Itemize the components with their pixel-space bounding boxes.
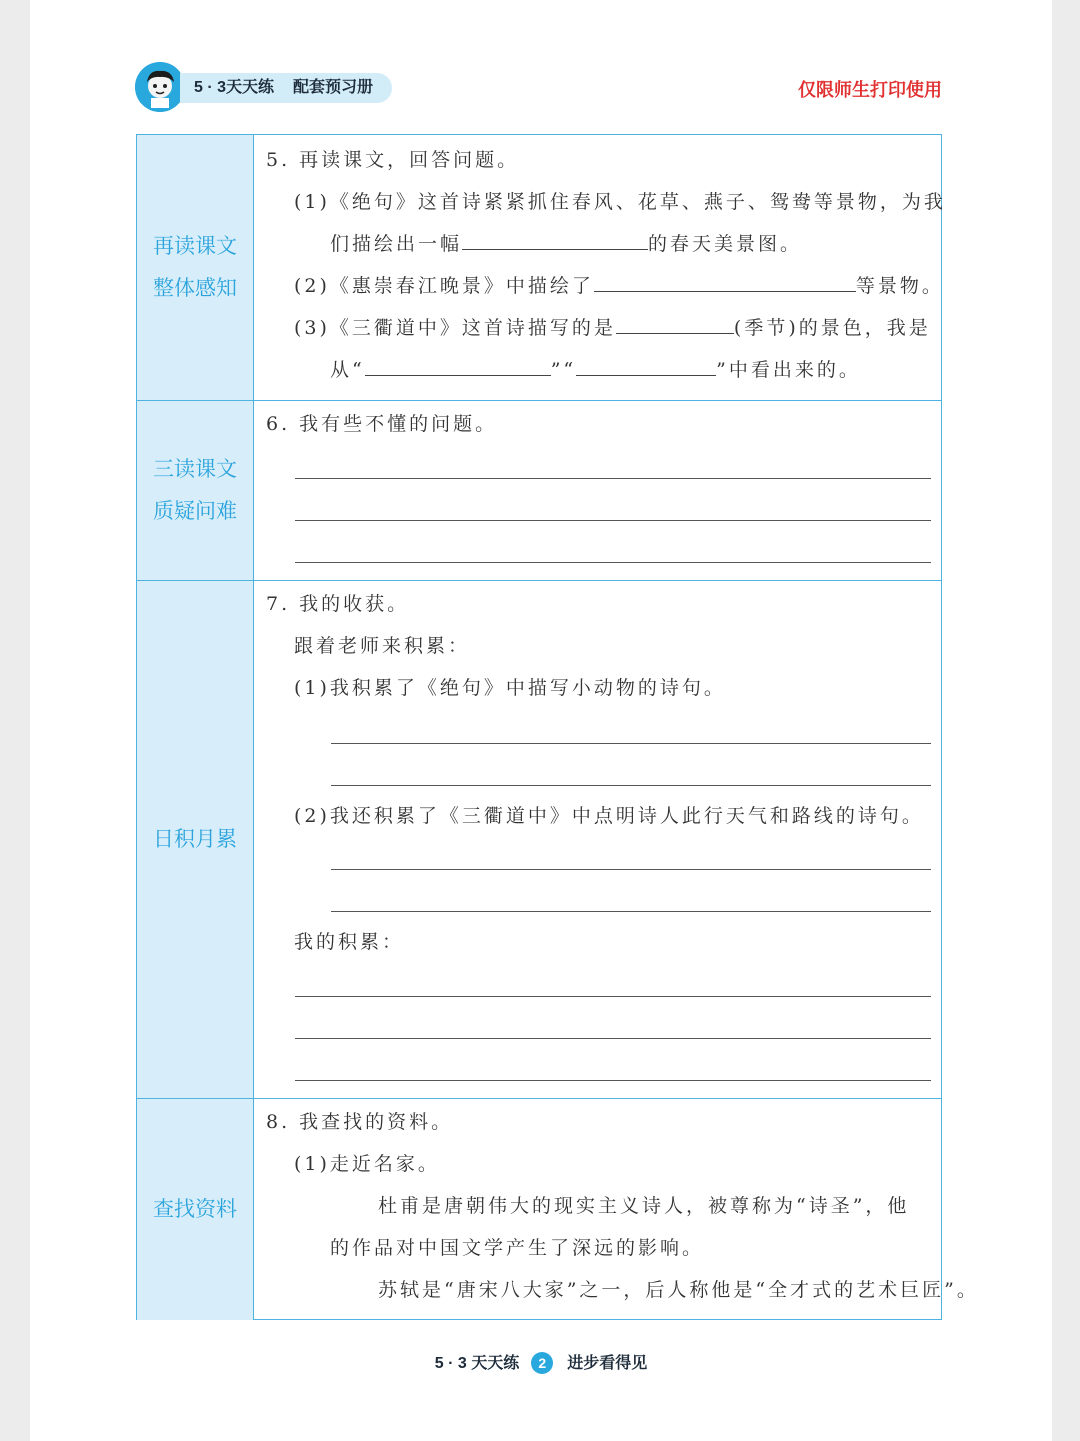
question-item: (1)我积累了《绝句》中描写小动物的诗句。 xyxy=(294,677,726,699)
reading-paragraph: 杜甫是唐朝伟大的现实主义诗人，被尊称为“诗圣”，他 xyxy=(378,1195,910,1217)
page-footer xyxy=(30,1350,1052,1374)
brand-banner xyxy=(180,73,392,103)
brand-subtitle: 配套预习册 xyxy=(293,79,374,96)
question-item xyxy=(330,229,802,256)
section-label xyxy=(137,401,254,580)
question-text: ”“ xyxy=(550,359,577,381)
question-item: (1)《绝句》这首诗紧紧抓住春风、花草、燕子、鸳鸯等景物，为我 xyxy=(294,191,946,213)
section-content xyxy=(254,401,941,580)
answer-line[interactable] xyxy=(331,743,931,744)
section-questions xyxy=(137,401,941,581)
question-text: 等景物。 xyxy=(855,275,944,297)
page-number: 2 xyxy=(531,1352,553,1374)
section-label-line: 三读课文 xyxy=(153,457,237,481)
question-item xyxy=(294,271,944,298)
answer-line[interactable] xyxy=(295,996,931,997)
answer-line[interactable] xyxy=(295,1038,931,1039)
print-notice: 仅限师生打印使用 xyxy=(798,80,942,100)
answer-line[interactable] xyxy=(295,520,931,521)
answer-line[interactable] xyxy=(331,869,931,870)
page-header xyxy=(30,0,1052,130)
answer-line[interactable] xyxy=(295,562,931,563)
answer-blank[interactable] xyxy=(594,273,856,292)
question-title: 5. 再读课文，回答问题。 xyxy=(266,149,520,171)
worksheet-page xyxy=(30,0,1052,1441)
question-title: 6. 我有些不懂的问题。 xyxy=(266,413,498,435)
section-label-line: 日积月累 xyxy=(153,827,237,851)
reading-paragraph: 苏轼是“唐宋八大家”之一，后人称他是“全才式的艺术巨匠”。 xyxy=(378,1279,979,1301)
question-item xyxy=(330,355,861,382)
worksheet-table xyxy=(136,134,979,1320)
answer-blank[interactable] xyxy=(576,357,716,376)
mascot-avatar-icon xyxy=(135,62,185,112)
question-text: 们描绘出一幅 xyxy=(330,233,463,255)
section-content xyxy=(254,135,946,400)
question-text: (3)《三衢道中》这首诗描写的是 xyxy=(294,317,616,339)
question-text: (季节)的景色，我是 xyxy=(733,317,931,339)
section-label-line: 查找资料 xyxy=(153,1197,237,1221)
section-accumulation xyxy=(137,581,941,1099)
section-label-line: 整体感知 xyxy=(153,276,237,300)
section-reread xyxy=(137,135,946,401)
section-label-line: 质疑问难 xyxy=(153,499,237,523)
question-intro: 跟着老师来积累： xyxy=(294,635,471,657)
answer-blank[interactable] xyxy=(365,357,551,376)
question-text: (2)《惠崇春江晚景》中描绘了 xyxy=(294,275,594,297)
question-item: 我的积累： xyxy=(294,931,405,953)
question-item: (2)我还积累了《三衢道中》中点明诗人此行天气和路线的诗句。 xyxy=(294,805,924,827)
answer-blank[interactable] xyxy=(616,315,734,334)
footer-brand: 5 · 3 天天练 xyxy=(434,1355,520,1372)
section-label xyxy=(137,135,254,400)
answer-line[interactable] xyxy=(295,478,931,479)
answer-line[interactable] xyxy=(331,911,931,912)
answer-blank[interactable] xyxy=(462,231,648,250)
question-item: (1)走近名家。 xyxy=(294,1153,440,1175)
section-label-line: 再读课文 xyxy=(153,234,237,258)
section-content xyxy=(254,1099,979,1320)
brand-name: 5 · 3天天练 xyxy=(194,79,275,96)
answer-line[interactable] xyxy=(295,1080,931,1081)
question-title: 8. 我查找的资料。 xyxy=(266,1111,454,1133)
question-text: 的春天美景图。 xyxy=(648,233,803,255)
section-label xyxy=(137,1099,254,1320)
section-label xyxy=(137,581,254,1098)
reading-paragraph: 的作品对中国文学产生了深远的影响。 xyxy=(330,1237,705,1259)
answer-line[interactable] xyxy=(331,785,931,786)
section-research xyxy=(137,1099,979,1320)
footer-slogan: 进步看得见 xyxy=(567,1355,648,1372)
question-title: 7. 我的收获。 xyxy=(266,593,410,615)
section-content xyxy=(254,581,941,1098)
question-text: 从“ xyxy=(330,359,365,381)
question-text: ”中看出来的。 xyxy=(716,359,861,381)
question-item xyxy=(294,313,931,340)
